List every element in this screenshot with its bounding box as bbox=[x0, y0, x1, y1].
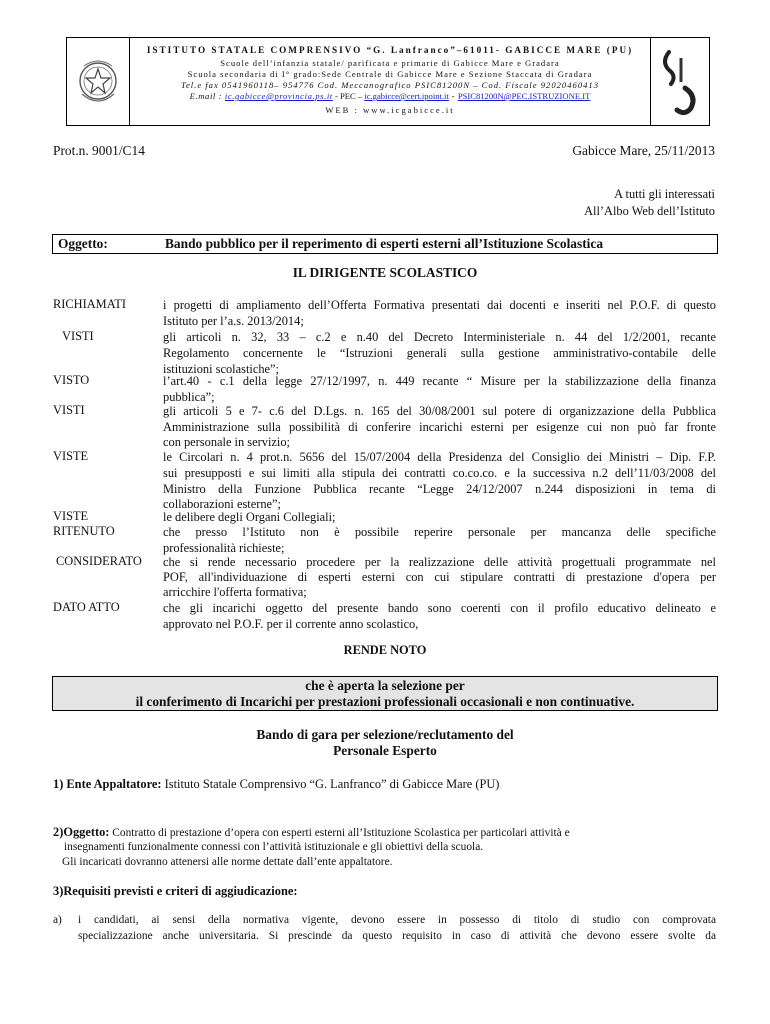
pec-separator: - PEC – bbox=[332, 91, 365, 101]
tender-title: Bando di gara per selezione/reclutamento del bbox=[256, 727, 514, 742]
preamble-text: gli articoli n. 32, 33 – c.2 e n.40 del Decreto Interministeriale n. 44 del 1/2/2001, recante bbox=[163, 330, 716, 344]
preamble-text: che presso l’Istituto non è possibile reperire personale per mancanza delle specifiche bbox=[163, 525, 716, 539]
subject-text: Bando pubblico per il reperimento di esperti esterni all’Istituzione Scolastica bbox=[165, 236, 604, 251]
section-heading: 2)Oggetto: bbox=[53, 825, 110, 839]
school-website: WEB : www.icgabicce.it bbox=[325, 105, 455, 115]
school-name: ISTITUTO STATALE COMPRENSIVO “G. Lanfranco”–61011- GABICCE MARE (PU) bbox=[146, 45, 634, 55]
school-logo-icon bbox=[650, 38, 709, 125]
preamble-label: VISTE bbox=[53, 449, 89, 463]
letterhead bbox=[66, 37, 710, 126]
list-item-text: specializzazione anche universitaria. Si prescinde da questo requisito in caso di attività che devono essere svolte da bbox=[78, 930, 716, 942]
preamble-text: i progetti di ampliamento dell’Offerta Formativa presentati dai docenti e inseriti nel P.O.F. di questo bbox=[163, 298, 716, 312]
link-separator: - bbox=[448, 91, 458, 101]
preamble-text: collaborazioni esterne”; bbox=[163, 497, 281, 511]
section-text: insegnamenti funzionalmente connessi con l’attività istituzionale e gli obiettivi della scuola. bbox=[64, 841, 484, 853]
preamble-label: DATO ATTO bbox=[53, 600, 120, 614]
preamble-text: gli articoli 5 e 7- c.6 del D.Lgs. n. 165 del 30/08/2001 sul potere di organizzazione della Pubblica bbox=[163, 404, 716, 418]
preamble-text: Amministrazione sulla possibilità di conferire incarichi esterni per esigenze cui non può far fronte bbox=[163, 420, 716, 434]
selection-line: il conferimento di Incarichi per prestazioni professionali occasionali e non continuative. bbox=[135, 694, 635, 709]
preamble-text: arricchire l'offerta formativa; bbox=[163, 585, 307, 599]
pec-istruzione-link[interactable]: PSIC81200N@PEC.ISTRUZIONE.IT bbox=[457, 91, 591, 101]
school-secondary: Scuola secondaria di I° grado:Sede Centrale di Gabicce Mare e Sezione Staccata di Gradara bbox=[187, 69, 593, 79]
preamble-text: approvato nel P.O.F. per il corrente anno scolastico, bbox=[163, 617, 419, 631]
email-link[interactable]: ic.gabicce@provincia.ps.it bbox=[224, 91, 333, 101]
preamble-label: VISTE bbox=[53, 509, 89, 523]
list-marker: a) bbox=[53, 914, 62, 926]
section-text: Istituto Statale Comprensivo “G. Lanfranco” di Gabicce Mare (PU) bbox=[161, 777, 500, 791]
preamble-label: CONSIDERATO bbox=[56, 554, 142, 568]
republic-emblem-icon bbox=[67, 38, 130, 125]
preamble-label: RICHIAMATI bbox=[53, 297, 126, 311]
preamble-label: VISTI bbox=[62, 329, 94, 343]
school-codes: Tel.e fax 0541960118– 954776 Cod. Meccanografico PSIC81200N – Cod. Fiscale 92020460413 bbox=[180, 80, 600, 90]
section-text: Gli incaricati dovranno attenersi alle norme dettate dall’ente appaltatore. bbox=[62, 856, 393, 868]
preamble-label: RITENUTO bbox=[53, 524, 115, 538]
tender-subtitle: Personale Esperto bbox=[333, 743, 437, 758]
email-prefix: E.mail : bbox=[189, 91, 225, 101]
section-heading: 3)Requisiti previsti e criteri di aggiudicazione: bbox=[53, 884, 298, 898]
protocol-number: Prot.n. 9001/C14 bbox=[53, 143, 145, 158]
place-date: Gabicce Mare, 25/11/2013 bbox=[572, 143, 715, 158]
school-divisions: Scuole dell’infanzia statale/ parificata e primarie di Gabicce Mare e Gradara bbox=[220, 58, 560, 68]
preamble-text: Istituto per l’a.s. 2013/2014; bbox=[163, 314, 304, 328]
section-heading: 1) Ente Appaltatore: bbox=[53, 777, 162, 791]
preamble-label: VISTO bbox=[53, 373, 90, 387]
subject-box bbox=[52, 234, 718, 254]
pec-link[interactable]: ic.gabicce@cert.ipoint.it bbox=[364, 91, 449, 101]
preamble-text: sui presupposti e sui limiti alla stipula dei contratti co.co.co. e la successiva n.2 dell’11/03/2008 del bbox=[163, 466, 716, 480]
section-ente bbox=[53, 777, 499, 792]
preamble-text: l’art.40 - c.1 della legge 27/12/1997, n. 449 recante “ Misure per la stabilizzazione della finanza bbox=[163, 374, 716, 388]
preamble-label: VISTI bbox=[53, 403, 85, 417]
list-item-text: i candidati, ai sensi della normativa vigente, devono essere in possesso di titolo di studio con comprovata bbox=[78, 914, 716, 926]
school-emails bbox=[129, 91, 651, 101]
recipient-line: A tutti gli interessati bbox=[614, 187, 715, 201]
preamble-text: professionalità richieste; bbox=[163, 541, 285, 555]
selection-line: che è aperta la selezione per bbox=[305, 678, 465, 693]
preamble-text: Regolamento concernente le “Istruzioni generali sulla gestione amministrativo-contabile delle bbox=[163, 346, 716, 360]
preamble-text: che si rende necessario procedere per la realizzazione delle attività progettuali programmate nel bbox=[163, 555, 716, 569]
preamble-text: le Circolari n. 4 prot.n. 5656 del 15/07/2004 della Presidenza del Consiglio dei Ministri – Dip. F.P. bbox=[163, 450, 716, 464]
preamble-text: istituzioni scolastiche”; bbox=[163, 362, 279, 376]
preamble-text: le delibere degli Organi Collegiali; bbox=[163, 510, 336, 524]
recipient-line: All’Albo Web dell’Istituto bbox=[584, 204, 715, 218]
section-text: Contratto di prestazione d’opera con esperti esterni all’Istituzione Scolastica per particolari attività e bbox=[109, 827, 570, 839]
section-oggetto bbox=[53, 825, 570, 840]
preamble-text: POF, all'individuazione di esperti esterni con cui stipulare contratti di prestazione d'opera per bbox=[163, 570, 716, 584]
subject-label: Oggetto: bbox=[58, 236, 108, 251]
preamble-text: che gli incarichi oggetto del presente bando sono coerenti con il profilo educativo delineato e bbox=[163, 601, 716, 615]
selection-box bbox=[52, 676, 718, 711]
authority-heading: IL DIRIGENTE SCOLASTICO bbox=[292, 265, 478, 280]
preamble-text: Ministro della Funzione Pubblica recante “Legge 24/12/2007 n.244 disposizioni in tema di bbox=[163, 482, 716, 496]
announces-heading: RENDE NOTO bbox=[343, 643, 427, 657]
preamble-text: con personale in servizio; bbox=[163, 435, 290, 449]
preamble-text: pubblica”; bbox=[163, 390, 215, 404]
